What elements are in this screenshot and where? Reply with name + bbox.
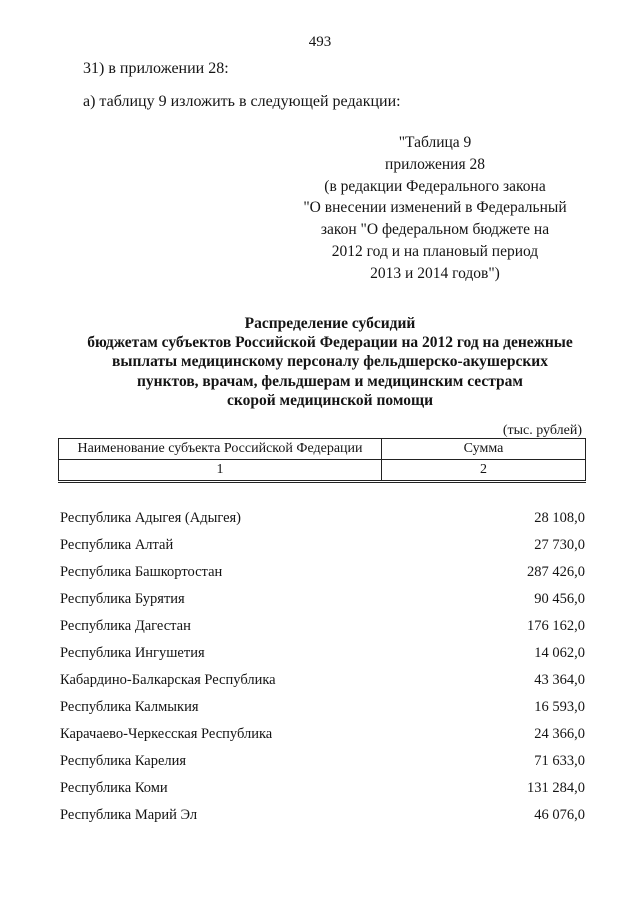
region-name: Карачаево-Черкесская Республика <box>60 726 273 742</box>
units-label: (тыс. рублей) <box>502 423 582 438</box>
table-row <box>0 807 640 831</box>
intro-line-2: а) таблицу 9 изложить в следующей редакции: <box>83 93 401 110</box>
document-title <box>40 314 620 410</box>
title-line: бюджетам субъектов Российской Федерации на 2012 год на денежные <box>87 334 573 352</box>
note-line: приложения 28 <box>385 155 485 173</box>
column-header-name: Наименование субъекта Российской Федерации <box>59 439 382 460</box>
amount-value: 14 062,0 <box>534 645 585 661</box>
amount-value: 176 162,0 <box>527 618 585 634</box>
column-number-2: 2 <box>382 460 586 481</box>
amount-value: 71 633,0 <box>534 753 585 769</box>
table-row <box>0 537 640 561</box>
title-line: пунктов, врачам, фельдшерам и медицинским сестрам <box>137 372 523 390</box>
column-number-1: 1 <box>59 460 382 481</box>
table-header <box>58 438 586 481</box>
note-line: "О внесении изменений в Федеральный <box>303 199 567 217</box>
amount-value: 24 366,0 <box>534 726 585 742</box>
region-name: Республика Бурятия <box>60 591 185 607</box>
amount-value: 27 730,0 <box>534 537 585 553</box>
title-line: Распределение субсидий <box>244 315 416 332</box>
table-row <box>0 780 640 804</box>
note-line: 2012 год и на плановый период <box>331 242 539 260</box>
region-name: Республика Коми <box>60 780 168 796</box>
region-name: Республика Адыгея (Адыгея) <box>60 510 242 526</box>
amount-value: 46 076,0 <box>534 807 585 823</box>
region-name: Республика Калмыкия <box>60 699 199 715</box>
amount-value: 90 456,0 <box>534 591 585 607</box>
table-row <box>0 591 640 615</box>
amount-value: 287 426,0 <box>527 564 585 580</box>
region-name: Республика Алтай <box>60 537 174 553</box>
amount-value: 131 284,0 <box>527 780 585 796</box>
table-row <box>0 564 640 588</box>
table-row <box>0 726 640 750</box>
region-name: Республика Ингушетия <box>60 645 205 661</box>
intro-line-1: 31) в приложении 28: <box>83 60 229 77</box>
note-line: 2013 и 2014 годов") <box>370 264 500 282</box>
amount-value: 16 593,0 <box>534 699 585 715</box>
region-name: Республика Карелия <box>60 753 187 769</box>
note-line: закон "О федеральном бюджете на <box>320 221 550 239</box>
title-line: выплаты медицинскому персоналу фельдшерско-акушерских <box>111 353 548 371</box>
title-line: скорой медицинской помощи <box>227 391 433 409</box>
table-row <box>0 618 640 642</box>
table-row <box>0 753 640 777</box>
region-name: Республика Марий Эл <box>60 807 198 823</box>
region-name: Республика Башкортостан <box>60 564 223 580</box>
table-row <box>0 672 640 696</box>
region-name: Кабардино-Балкарская Республика <box>60 672 276 688</box>
column-header-sum: Сумма <box>382 439 586 460</box>
amount-value: 28 108,0 <box>534 510 585 526</box>
note-line: "Таблица 9 <box>398 134 472 151</box>
table-row <box>0 645 640 669</box>
table-reference-note <box>300 132 570 285</box>
table-row <box>0 510 640 534</box>
table-divider <box>58 482 586 483</box>
page-number: 493 <box>308 34 332 50</box>
note-line: (в редакции Федерального закона <box>324 177 546 195</box>
amount-value: 43 364,0 <box>534 672 585 688</box>
table-row <box>0 699 640 723</box>
region-name: Республика Дагестан <box>60 618 191 634</box>
